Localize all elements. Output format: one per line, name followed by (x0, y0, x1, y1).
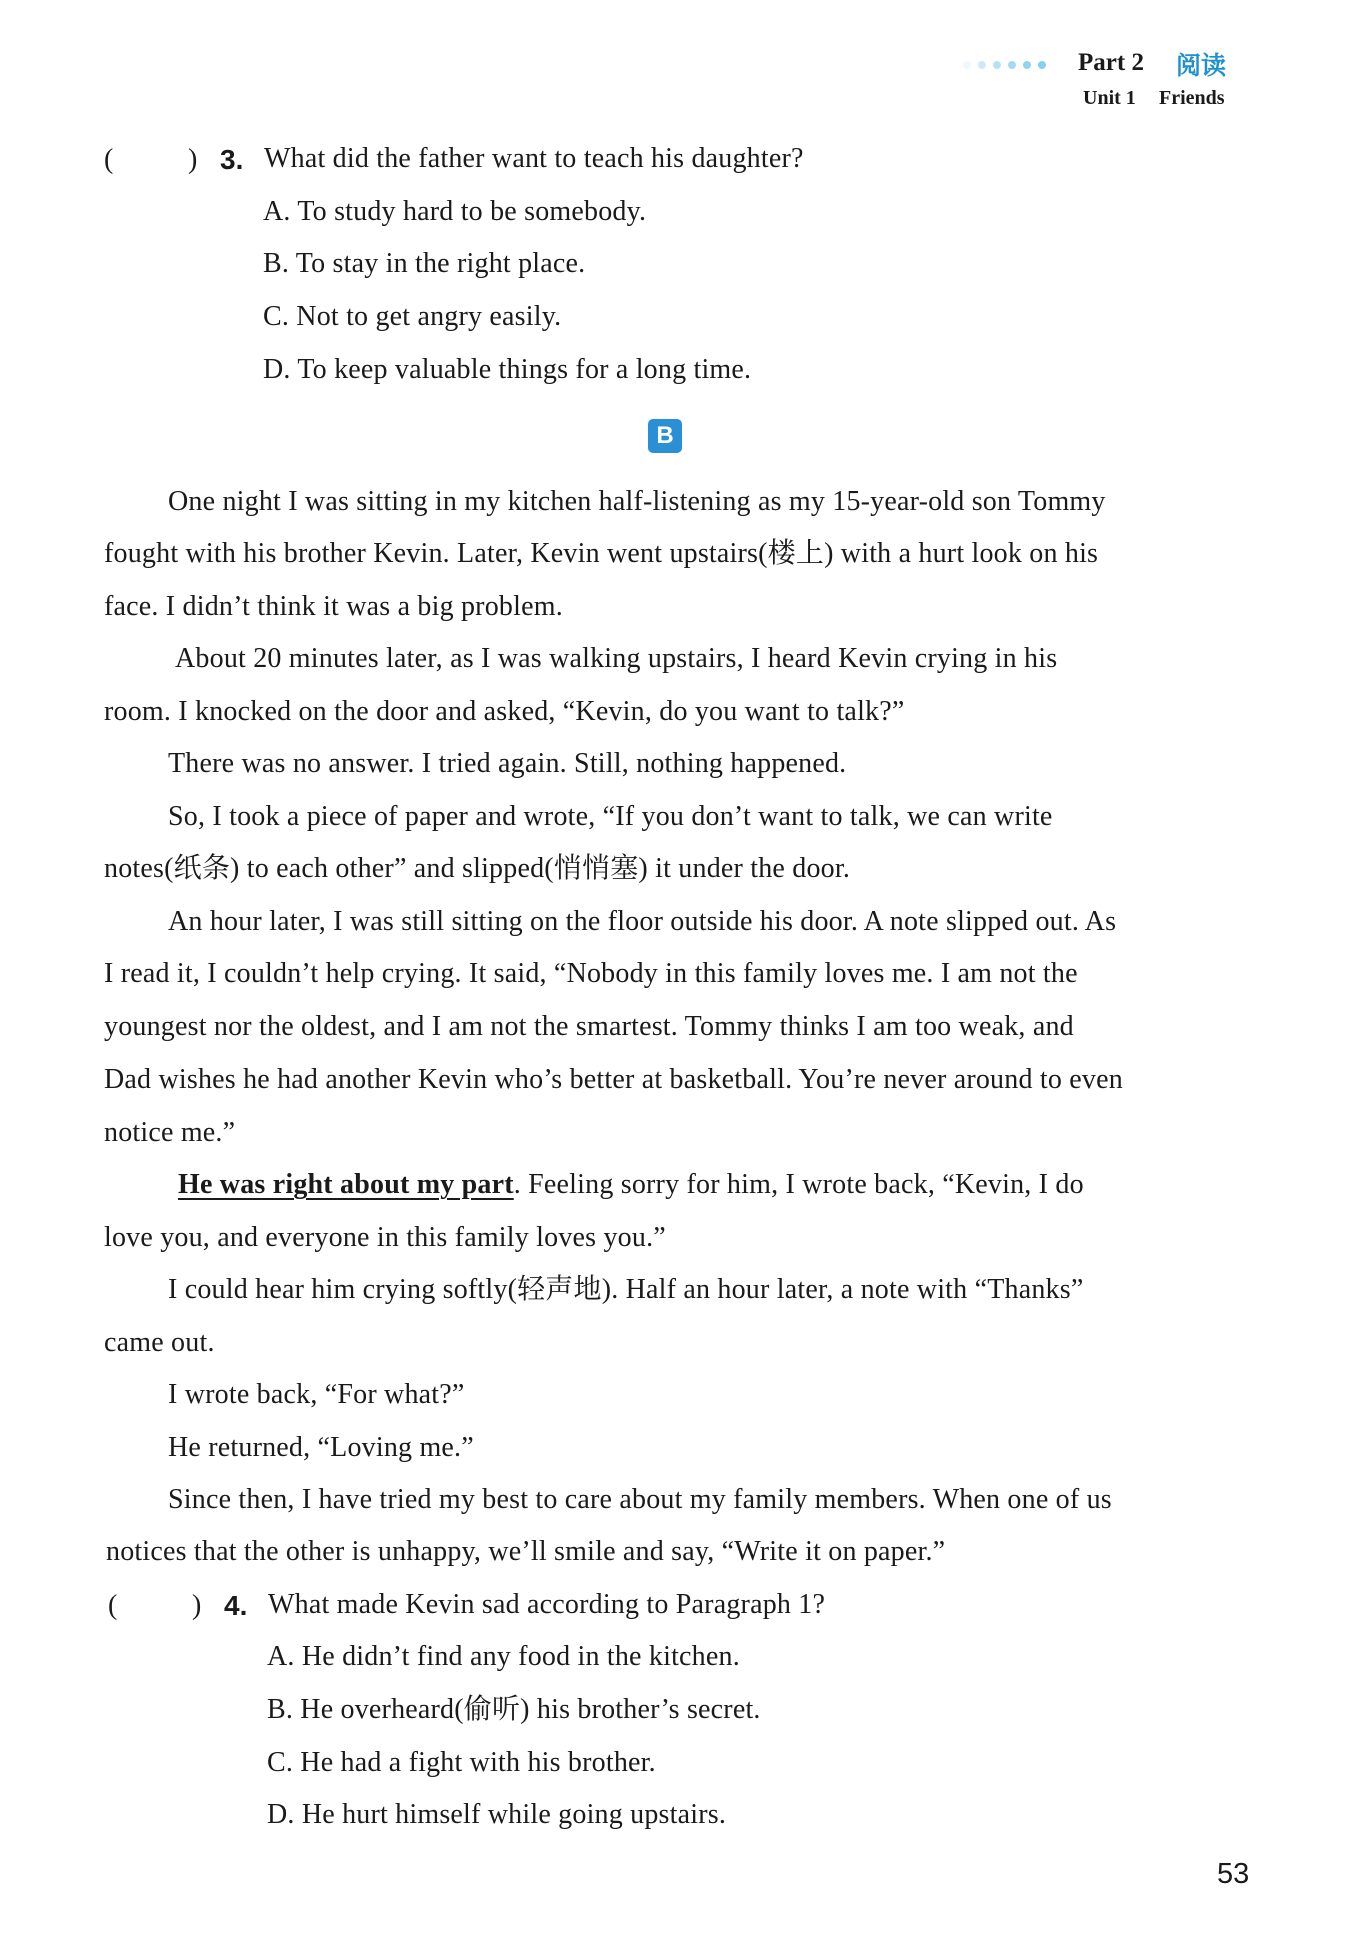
q3-number: 3. (220, 144, 244, 175)
q4-answer-paren-close: ) (192, 1590, 202, 1621)
passage-line: I wrote back, “For what?” (168, 1379, 465, 1410)
q3-answer-paren-open: ( (104, 144, 114, 175)
q3-option-d: D. To keep valuable things for a long time. (263, 354, 752, 385)
q3-option-c: C. Not to get angry easily. (263, 301, 562, 332)
q4-option-d: D. He hurt himself while going upstairs. (267, 1799, 727, 1830)
header-dots-decoration (963, 55, 1046, 75)
q4-answer-paren-open: ( (108, 1590, 118, 1621)
q4-number: 4. (224, 1590, 248, 1621)
passage-line: fought with his brother Kevin. Later, Kevin went upstairs(楼上) with a hurt look on his (104, 538, 1099, 569)
q4-option-c: C. He had a fight with his brother. (267, 1747, 656, 1778)
underlined-sentence: He was right about my part (178, 1169, 514, 1200)
header-unit-title: Friends (1159, 87, 1225, 109)
passage-line: Dad wishes he had another Kevin who’s better at basketball. You’re never around to even (104, 1064, 1123, 1095)
q3-answer-paren-close: ) (188, 144, 198, 175)
passage-line: face. I didn’t think it was a big problem. (104, 591, 563, 622)
passage-line: love you, and everyone in this family loves you.” (104, 1222, 666, 1253)
passage-line: notes(纸条) to each other” and slipped(悄悄塞) it under the door. (104, 853, 851, 884)
passage-line: came out. (104, 1327, 215, 1358)
passage-line: There was no answer. I tried again. Still, nothing happened. (168, 748, 847, 779)
q3-question: What did the father want to teach his daughter? (264, 143, 804, 174)
passage-line-underlined (178, 1171, 1084, 1199)
section-label-badge: B (648, 419, 682, 453)
passage-line: Since then, I have tried my best to care about my family members. When one of us (168, 1484, 1112, 1515)
passage-line: An hour later, I was still sitting on the floor outside his door. A note slipped out. As (168, 906, 1117, 937)
q4-option-a: A. He didn’t find any food in the kitchen. (267, 1641, 740, 1672)
passage-line: About 20 minutes later, as I was walking upstairs, I heard Kevin crying in his (175, 643, 1058, 674)
q3-option-b: B. To stay in the right place. (263, 248, 586, 279)
q3-option-a: A. To study hard to be somebody. (263, 196, 647, 227)
passage-line: I read it, I couldn’t help crying. It said, “Nobody in this family loves me. I am not the (104, 958, 1078, 989)
header-unit: Unit 1 (1083, 87, 1136, 109)
q4-question: What made Kevin sad according to Paragraph 1? (268, 1589, 826, 1620)
passage-line: youngest nor the oldest, and I am not the smartest. Tommy thinks I am too weak, and (104, 1011, 1074, 1042)
header-part-chinese: 阅读 (1176, 51, 1227, 80)
header-part: Part 2 (1078, 49, 1144, 76)
passage-line: One night I was sitting in my kitchen half-listening as my 15-year-old son Tommy (168, 486, 1106, 517)
passage-line: room. I knocked on the door and asked, “Kevin, do you want to talk?” (104, 696, 905, 727)
q4-option-b: B. He overheard(偷听) his brother’s secret. (267, 1694, 761, 1725)
passage-line: He returned, “Loving me.” (168, 1432, 474, 1463)
passage-line: I could hear him crying softly(轻声地). Half an hour later, a note with “Thanks” (168, 1274, 1084, 1305)
passage-line: notices that the other is unhappy, we’ll smile and say, “Write it on paper.” (106, 1536, 946, 1567)
passage-line-rest: . Feeling sorry for him, I wrote back, “Kevin, I do (513, 1169, 1084, 1200)
passage-line: So, I took a piece of paper and wrote, “If you don’t want to talk, we can write (168, 801, 1053, 832)
page-number: 53 (1217, 1858, 1250, 1890)
passage-line: notice me.” (104, 1117, 236, 1148)
